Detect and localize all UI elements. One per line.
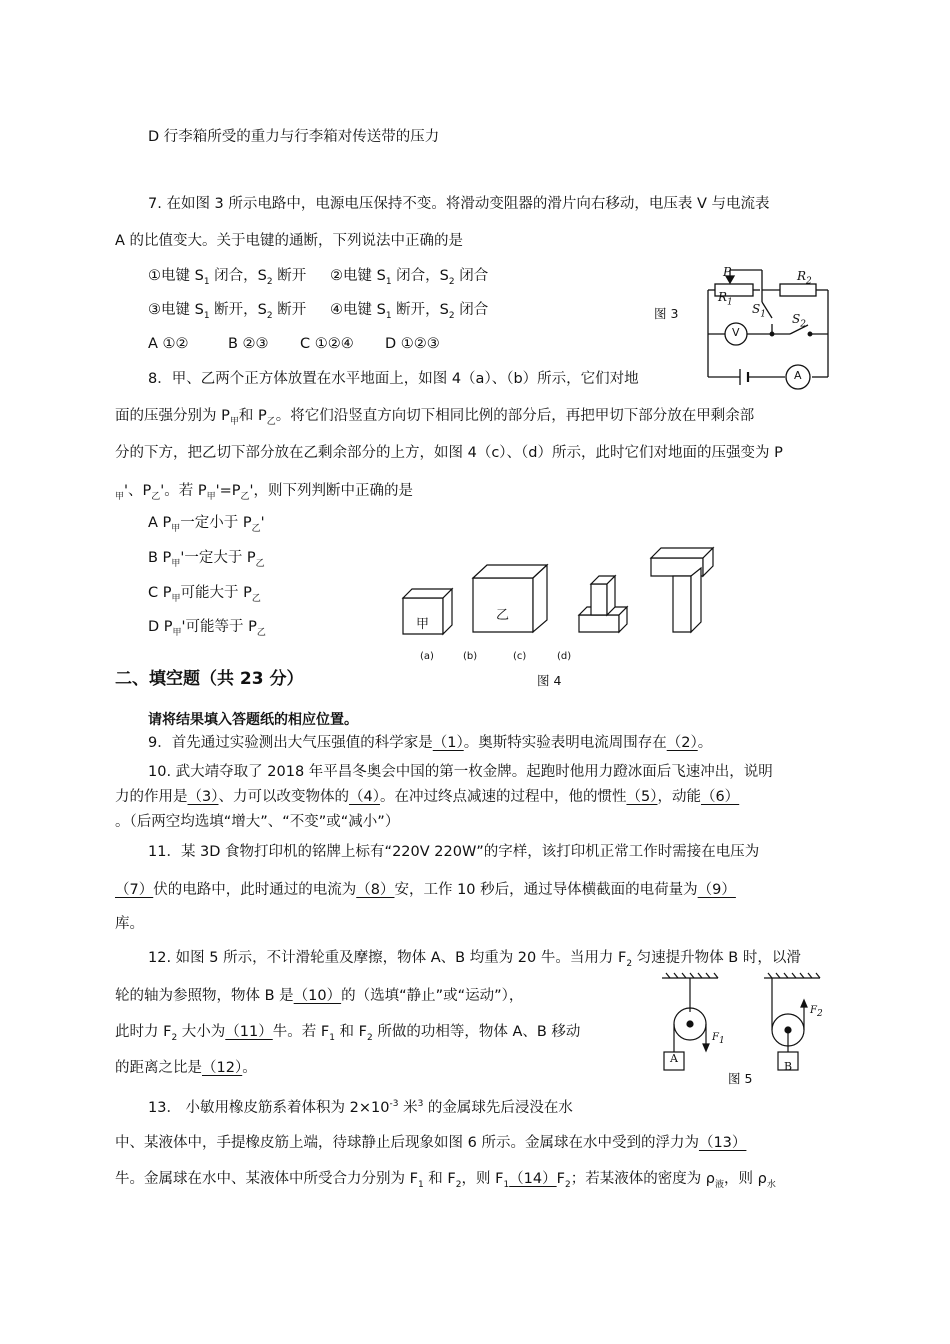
q7-stem-line2: A 的比值变大。关于电键的通断，下列说法中正确的是 [115,233,464,249]
circuit-p-label: P [723,265,732,279]
q13-line1: 13． 小敏用橡皮筋系着体积为 $2\times 10^{-3}$ 米$^3$ 的金属球先后浸没在水 [148,1099,573,1116]
blank-7: （7） [115,882,154,898]
q12-line2: 轮的轴为参照物，物体 B 是（10）的（选填“静止”或“运动”）， [115,988,524,1004]
q7-option-a: A ①② [148,336,189,352]
q7-option-c: C ①②④ [300,336,354,352]
cube-label-jia: 甲 [416,617,430,632]
q8-stem-line4: $_甲$'、$P_乙'$。若 $P_甲'=P_乙'$，则下列判断中正确的是 [115,483,414,502]
figure-4-sublabel-c: (c) [513,651,527,662]
q11-line3: 库。 [115,916,144,932]
blank-8: （8） [356,882,395,898]
q10-line1: 10. 武大靖夺取了 2018 年平昌冬奥会中国的第一枚金牌。起跑时他用力蹬冰面后飞速冲出，说明 [148,764,773,780]
q6-option-d: D 行李箱所受的重力与行李箱对传送带的压力 [148,129,440,145]
blank-14: （14） [509,1171,557,1187]
blank-12: （12） [202,1060,243,1076]
q12-line1: 12. 如图 5 所示，不计滑轮重及摩擦，物体 A、B 均重为 20 牛。当用力 $F_2$ 匀速提升物体 B 时，以滑 [148,950,801,969]
pulley-f2-label: $F_2$ [810,1005,823,1019]
q7-statement-1: ①电键 $S_1$ 闭合，$S_2$ 断开 [148,268,307,287]
blank-13: （13） [698,1135,747,1151]
circuit-s1-label: $S_1$ [752,302,766,320]
q8-stem-line2: 面的压强分别为 $P_甲$和 $P_乙$。将它们沿竖直方向切下相同比例的部分后，再把甲切下部分放在甲剩余部 [115,408,755,427]
blank-6: （6） [700,789,740,805]
q8-option-b: B $P_甲'$一定大于 $P_乙$ [148,550,265,569]
figure-4-sublabel-b: (b) [463,651,478,662]
figure-4-caption: 图 4 [537,673,562,688]
q7-stem-line1: 7. 在如图 3 所示电路中，电源电压保持不变。将滑动变阻器的滑片向右移动，电压表 V 与电流表 [148,196,770,212]
section-2-instruction: 请将结果填入答题纸的相应位置。 [148,712,358,728]
figure-4-sublabel-d: (d) [557,651,572,662]
q11-line2: （7）伏的电路中，此时通过的电流为（8）安，工作 10 秒后，通过导体横截面的电荷量为（9） [115,882,736,898]
q11-line1: 11．某 3D 食物打印机的铭牌上标有“220V 220W”的字样，该打印机正常工作时需接在电压为 [148,844,760,860]
q7-option-b: B ②③ [228,336,269,352]
q13-line2: 中、某液体中，手提橡皮筋上端，待球静止后现象如图 6 所示。金属球在水中受到的浮力为（13） [115,1135,747,1151]
blank-9: （9） [697,882,736,898]
section-2-title: 二、填空题（共 23 分） [115,669,304,689]
q9-line: 9．首先通过实验测出大气压强值的科学家是（1）。奥斯特实验表明电流周围存在（2）。 [148,735,713,751]
circuit-r2-label: $R_2$ [797,269,812,287]
q13-line3: 牛。金属球在水中、某液体中所受合力分别为 $F_1$ 和 $F_2$，则 $F_1(14)F_2$；若某液体的密度为 $\rho_液$，则 $\rho_水$ [115,1171,776,1190]
blank-4: （4） [348,789,380,805]
q8-stem-line3: 分的下方，把乙切下部分放在乙剩余部分的上方，如图 4（c）、（d）所示，此时它们对地面的压强变为 P [115,445,783,461]
figure-3-caption: 图 3 [654,306,679,321]
blank-11: （11） [225,1024,273,1040]
figure-5-caption: 图 5 [728,1071,753,1086]
pulley-block-b: B [784,1060,793,1073]
q7-statement-3: ③电键 $S_1$ 断开，$S_2$ 断开 [148,302,307,321]
blank-1: （1） [432,735,464,751]
figure-4-sublabel-a: (a) [420,651,434,662]
blank-5: （5） [626,789,658,805]
pulley-f1-label: $F_1$ [712,1032,725,1046]
blank-3: （3） [187,789,219,805]
q10-line3: 。（后两空均选填“增大”、“不变”或“减小”） [115,814,400,830]
blank-10: （10） [293,988,342,1004]
q7-statement-2: ②电键 $S_1$ 闭合，$S_2$ 闭合 [330,268,489,287]
figure-3-circuit [700,262,840,392]
circuit-ammeter-label: A [794,369,802,382]
circuit-s2-label: $S_2$ [792,312,806,330]
q7-option-d: D ①②③ [385,336,440,352]
q8-option-d: D $P_甲'$可能等于 $P_乙$ [148,619,266,638]
circuit-r1-label: $R_1$ [718,290,733,308]
q8-stem-line1: 8．甲、乙两个正方体放置在水平地面上，如图 4（a）、（b）所示，它们对地 [148,371,639,387]
pulley-block-a: A [670,1052,678,1065]
figure-5-pulleys [660,972,840,1077]
q12-line3: 此时力 $F_2$ 大小为（11）牛。若 $F_1$ 和 $F_2$ 所做的功相等，物体 A、B 移动 [115,1024,581,1043]
q8-option-c: C $P_甲$可能大于 $P_乙$ [148,585,261,604]
q8-option-a: A $P_甲$一定小于 $P_乙'$ [148,515,265,534]
cube-label-yi: 乙 [496,608,510,623]
circuit-voltmeter-label: V [732,326,740,339]
blank-2: （2） [666,735,698,751]
figure-4-cubes [395,540,735,660]
q12-line4: 的距离之比是（12）。 [115,1060,257,1076]
q10-line2: 力的作用是（3）、力可以改变物体的（4）。在冲过终点减速的过程中，他的惯性（5），动能（6） [115,789,740,805]
q7-statement-4: ④电键 $S_1$ 断开，$S_2$ 闭合 [330,302,489,321]
